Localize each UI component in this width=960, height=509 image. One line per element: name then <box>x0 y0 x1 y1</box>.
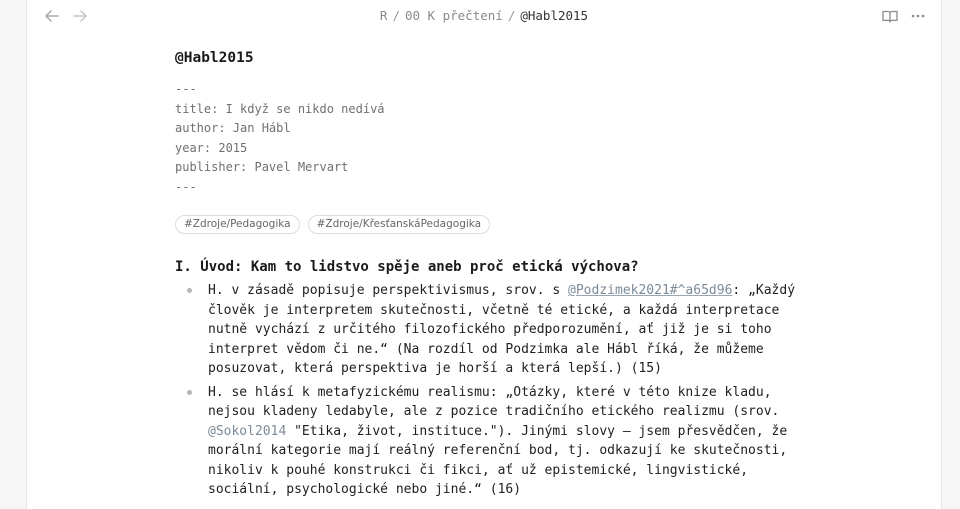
breadcrumb-separator: / <box>392 8 400 23</box>
frontmatter-title: title: I když se nikdo nedívá <box>175 101 385 116</box>
reading-view-button[interactable] <box>881 7 899 25</box>
text-segment: H. v zásadě popisuje perspektivismus, srov. s <box>208 283 569 298</box>
text-line: interpret vědom či ne.“ (Na rozdíl od Podzimka ale Hábl říká, že můžeme <box>208 341 764 357</box>
bullet-dot <box>187 390 192 395</box>
text-line: posuzovat, která perspektiva je horší a která lepší.) (15) <box>208 361 662 376</box>
tag-list <box>175 215 815 234</box>
text-line: člověk je interpretem skutečnosti, včetně té etické, a každá interpretace <box>208 302 780 318</box>
frontmatter-publisher: publisher: Pavel Mervart <box>175 160 349 174</box>
text-line: morální kategorie mají reálný referenční bod, tj. odkazují ke skutečnosti, <box>208 443 788 458</box>
breadcrumb <box>27 8 941 23</box>
section-heading[interactable]: I. Úvod: Kam to lidstvo spěje aneb proč etická výchova? <box>175 259 639 275</box>
breadcrumb-separator: / <box>507 8 516 23</box>
text-line: sociální, psychologické nebo jiné.“ (16) <box>208 482 522 497</box>
bullet-list <box>175 281 815 500</box>
tag-krestanska-pedagogika[interactable]: #Zdroje/KřesťanskáPedagogika <box>308 215 491 234</box>
tag-pedagogika[interactable]: #Zdroje/Pedagogika <box>175 215 300 234</box>
text-line: nejsou kladeny ledabyle, ale z pozice tradičního etického realizmu (srov. <box>208 404 780 419</box>
note-pane <box>26 0 942 509</box>
frontmatter-author: author: Jan Hábl <box>175 121 291 135</box>
breadcrumb-folder[interactable]: 00 K přečtení <box>404 8 503 23</box>
frontmatter[interactable] <box>175 80 815 197</box>
text-line: nutně vychází z určitého filozofického předporozumění, ať již je si toho <box>208 322 772 337</box>
text-segment: : „Každý <box>732 283 796 298</box>
list-item[interactable] <box>175 281 815 379</box>
note-content <box>175 50 815 504</box>
view-header <box>27 0 941 32</box>
frontmatter-delimiter: --- <box>175 82 197 96</box>
more-options-button[interactable] <box>909 7 927 25</box>
note-title[interactable]: @Habl2015 <box>175 50 254 66</box>
frontmatter-delimiter: --- <box>175 179 197 194</box>
text-line: nikoliv k pouhé konstrukci či fikci, ať už epistemické, lingvistické, <box>208 462 749 478</box>
breadcrumb-root[interactable]: R <box>379 8 388 23</box>
breadcrumb-current[interactable]: @Habl2015 <box>520 8 589 23</box>
view-actions <box>881 7 927 25</box>
frontmatter-year: year: 2015 <box>175 140 248 155</box>
book-open-icon <box>881 7 899 25</box>
wikilink-sokol2014[interactable]: @Sokol2014 <box>208 423 287 439</box>
wikilink-podzimek2021[interactable]: @Podzimek2021#^a65d96 <box>568 283 733 298</box>
text-segment: "Etika, život, instituce."). Jinými slovy – jsem přesvědčen, že <box>286 423 788 439</box>
more-dots-icon <box>909 7 927 25</box>
text-line: H. se hlásí k metafyzickému realismu: „Otázky, které v této knize kladu, <box>208 384 772 400</box>
bullet-dot <box>187 288 192 293</box>
list-item[interactable] <box>175 383 815 500</box>
